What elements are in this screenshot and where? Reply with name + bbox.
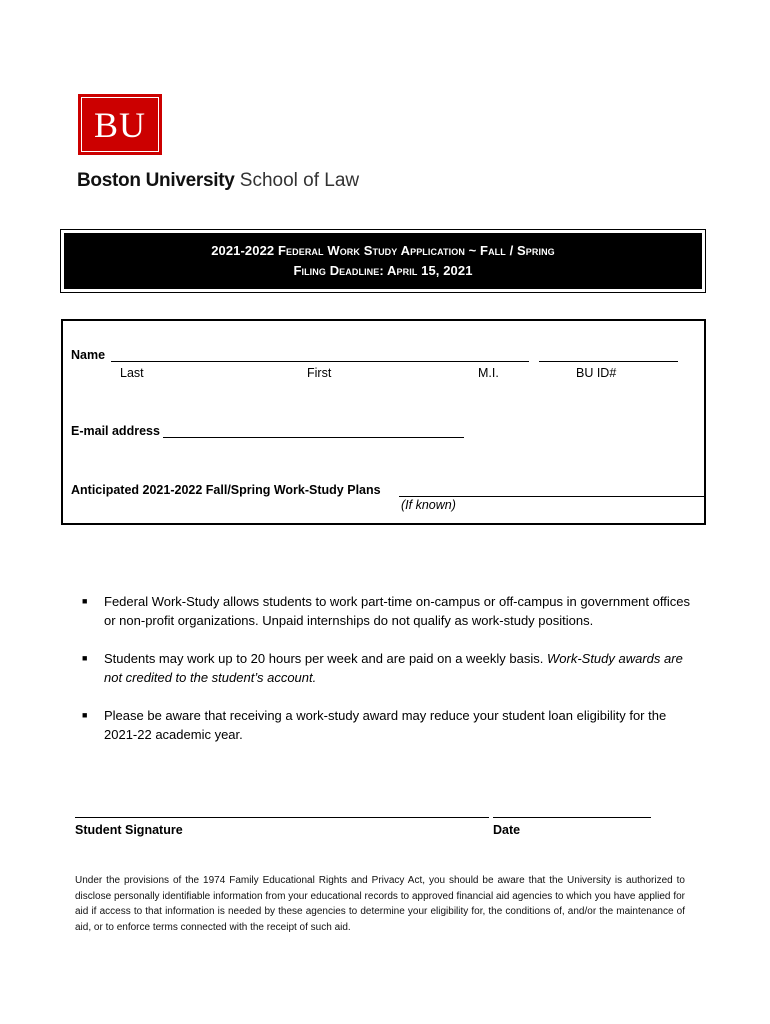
info-bullets <box>82 592 692 763</box>
date-field[interactable] <box>493 817 651 818</box>
school-name-bold: Boston University <box>77 170 235 191</box>
bu-id-label: BU ID# <box>576 366 617 380</box>
bu-id-field[interactable] <box>539 361 678 362</box>
school-name-light: School of Law <box>239 170 360 191</box>
banner-title: 2021-2022 Federal Work Study Application ~ Fall / Spring <box>211 243 555 258</box>
name-field[interactable] <box>111 361 529 362</box>
bullet-square-icon: ■ <box>82 653 88 663</box>
plans-field[interactable] <box>399 496 705 497</box>
first-label: First <box>307 366 332 380</box>
school-name <box>77 170 359 192</box>
banner-deadline: Filing Deadline: April 15, 2021 <box>293 263 473 278</box>
bullet-square-icon: ■ <box>82 710 88 720</box>
ferpa-notice: Under the provisions of the 1974 Family Educational Rights and Privacy Act, you should be aware that the University is authorized to disclose personally identifiable information from your educational records to approved financial aid agencies to which you have applied for aid if access to that information is needed by these agencies to determine your eligibility for, the conditions of, and/or the maintenance of aid, or to enforce terms connected with the receipt of such aid. <box>75 875 685 933</box>
name-label: Name <box>71 348 106 362</box>
bullet-square-icon: ■ <box>82 596 88 606</box>
plans-note: (If known) <box>401 498 456 512</box>
date-label: Date <box>493 823 521 837</box>
bullet-item: ■ Federal Work-Study allows students to work part-time on-campus or off-campus in government offices or non-profit organizations. Unpaid internships do not qualify as work-study positions. <box>82 594 690 628</box>
bu-logo <box>78 94 162 155</box>
email-label: E-mail address <box>71 424 160 438</box>
plans-label: Anticipated 2021-2022 Fall/Spring Work-Study Plans <box>71 483 381 497</box>
bullet-item: ■ Students may work up to 20 hours per week and are paid on a weekly basis. Work-Study awards are not credited to the student’s account. <box>82 651 683 685</box>
email-field[interactable] <box>163 437 464 438</box>
signature-label: Student Signature <box>75 823 183 837</box>
title-banner <box>60 229 706 293</box>
last-label: Last <box>120 366 144 380</box>
mi-label: M.I. <box>478 366 499 380</box>
bu-logo-text: BU <box>81 97 159 152</box>
bullet-item: ■ Please be aware that receiving a work-study award may reduce your student loan eligibility for the 2021-22 academic year. <box>82 708 667 742</box>
signature-field[interactable] <box>75 817 489 818</box>
